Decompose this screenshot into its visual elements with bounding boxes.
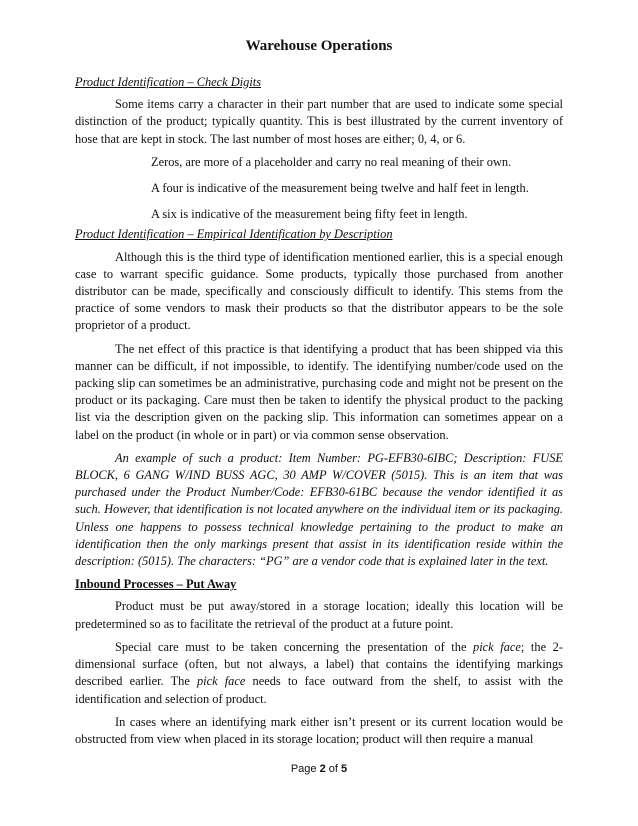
- paragraph: [75, 639, 563, 708]
- text-run: ; the 2-dimensional surface (often, but not always, a label) that contains the identifying markings described earlier. The: [75, 639, 563, 689]
- section-heading-put-away: Inbound Processes – Put Away: [75, 577, 237, 592]
- paragraph: Although this is the third type of identification mentioned earlier, this is a special enough case to warrant specific guidance. Some products, typically those purchased from another distributor can be made, specifically and consciously difficult to identify. This stems from the practice of some vendors to mask their products so that the distributor appears to be the sole proprietor of a product.: [75, 249, 563, 333]
- document-title: Warehouse Operations: [245, 38, 393, 54]
- list-item: A six is indicative of the measurement being fifty feet in length.: [151, 207, 468, 222]
- page-footer: [0, 763, 638, 775]
- text-run: needs to face outward from the shelf, to assist with the identification and selection of product.: [75, 674, 564, 706]
- text-run: Special care must to be taken concerning the presentation of the: [115, 639, 474, 654]
- paragraph: Some items carry a character in their part number that are used to indicate some special distinction of the product; typically quantity. This is best illustrated by the current inventory of hose that are kept in stock. The last number of most hoses are either; 0, 4, or 6.: [75, 97, 563, 146]
- paragraph: The net effect of this practice is that identifying a product that has been shipped via this manner can be difficult, if not impossible, to identify. The identifying number/code used on the packing slip can sometimes be an administrative, purchasing code and might not be present on the product or its packaging. Care must then be taken to identify the physical product to the packing list via the description given on the packing slip. This information can sometimes appear on a label on the product (in whole or in part) or via common sense observation.: [75, 341, 563, 442]
- of-label: of: [328, 763, 338, 775]
- page-label: Page: [290, 763, 317, 775]
- paragraph: In cases where an identifying mark either isn’t present or its current location would be obstructed from view when placed in its storage location; product will then require a manual: [75, 714, 563, 746]
- paragraph: Product must be put away/stored in a storage location; ideally this location will be predetermined so as to facilitate the retrieval of the product at a future point.: [75, 599, 563, 631]
- page-total: 5: [341, 763, 348, 775]
- page-current: 2: [319, 763, 326, 775]
- list-item: A four is indicative of the measurement being twelve and half feet in length.: [151, 181, 529, 196]
- example-paragraph: An example of such a product: Item Number: PG-EFB30-6IBC; Description: FUSE BLOCK, 6 GANG W/IND BUSS AGC, 30 AMP W/COVER (5015). This is an item that was purchased under the Product Number/Code: EFB30-61BC because the vendor identified it as such. However, that identification is not located anywhere on the individual item or its packaging. Unless one happens to possess technical knowledge pertaining to the product to make an identification then the only markings present that assist in its identification reside within the description: (5015). The characters: “PG” are a vendor code that is explained later in the text.: [75, 450, 563, 569]
- section-heading-empirical-identification: Product Identification – Empirical Identification by Description: [75, 227, 393, 242]
- section-heading-check-digits: Product Identification – Check Digits: [75, 75, 262, 89]
- list-item: Zeros, are more of a placeholder and carry no real meaning of their own.: [151, 154, 512, 169]
- document-body: [75, 74, 563, 748]
- term-pick-face: pick face: [196, 674, 246, 689]
- term-pick-face: pick face: [473, 639, 521, 654]
